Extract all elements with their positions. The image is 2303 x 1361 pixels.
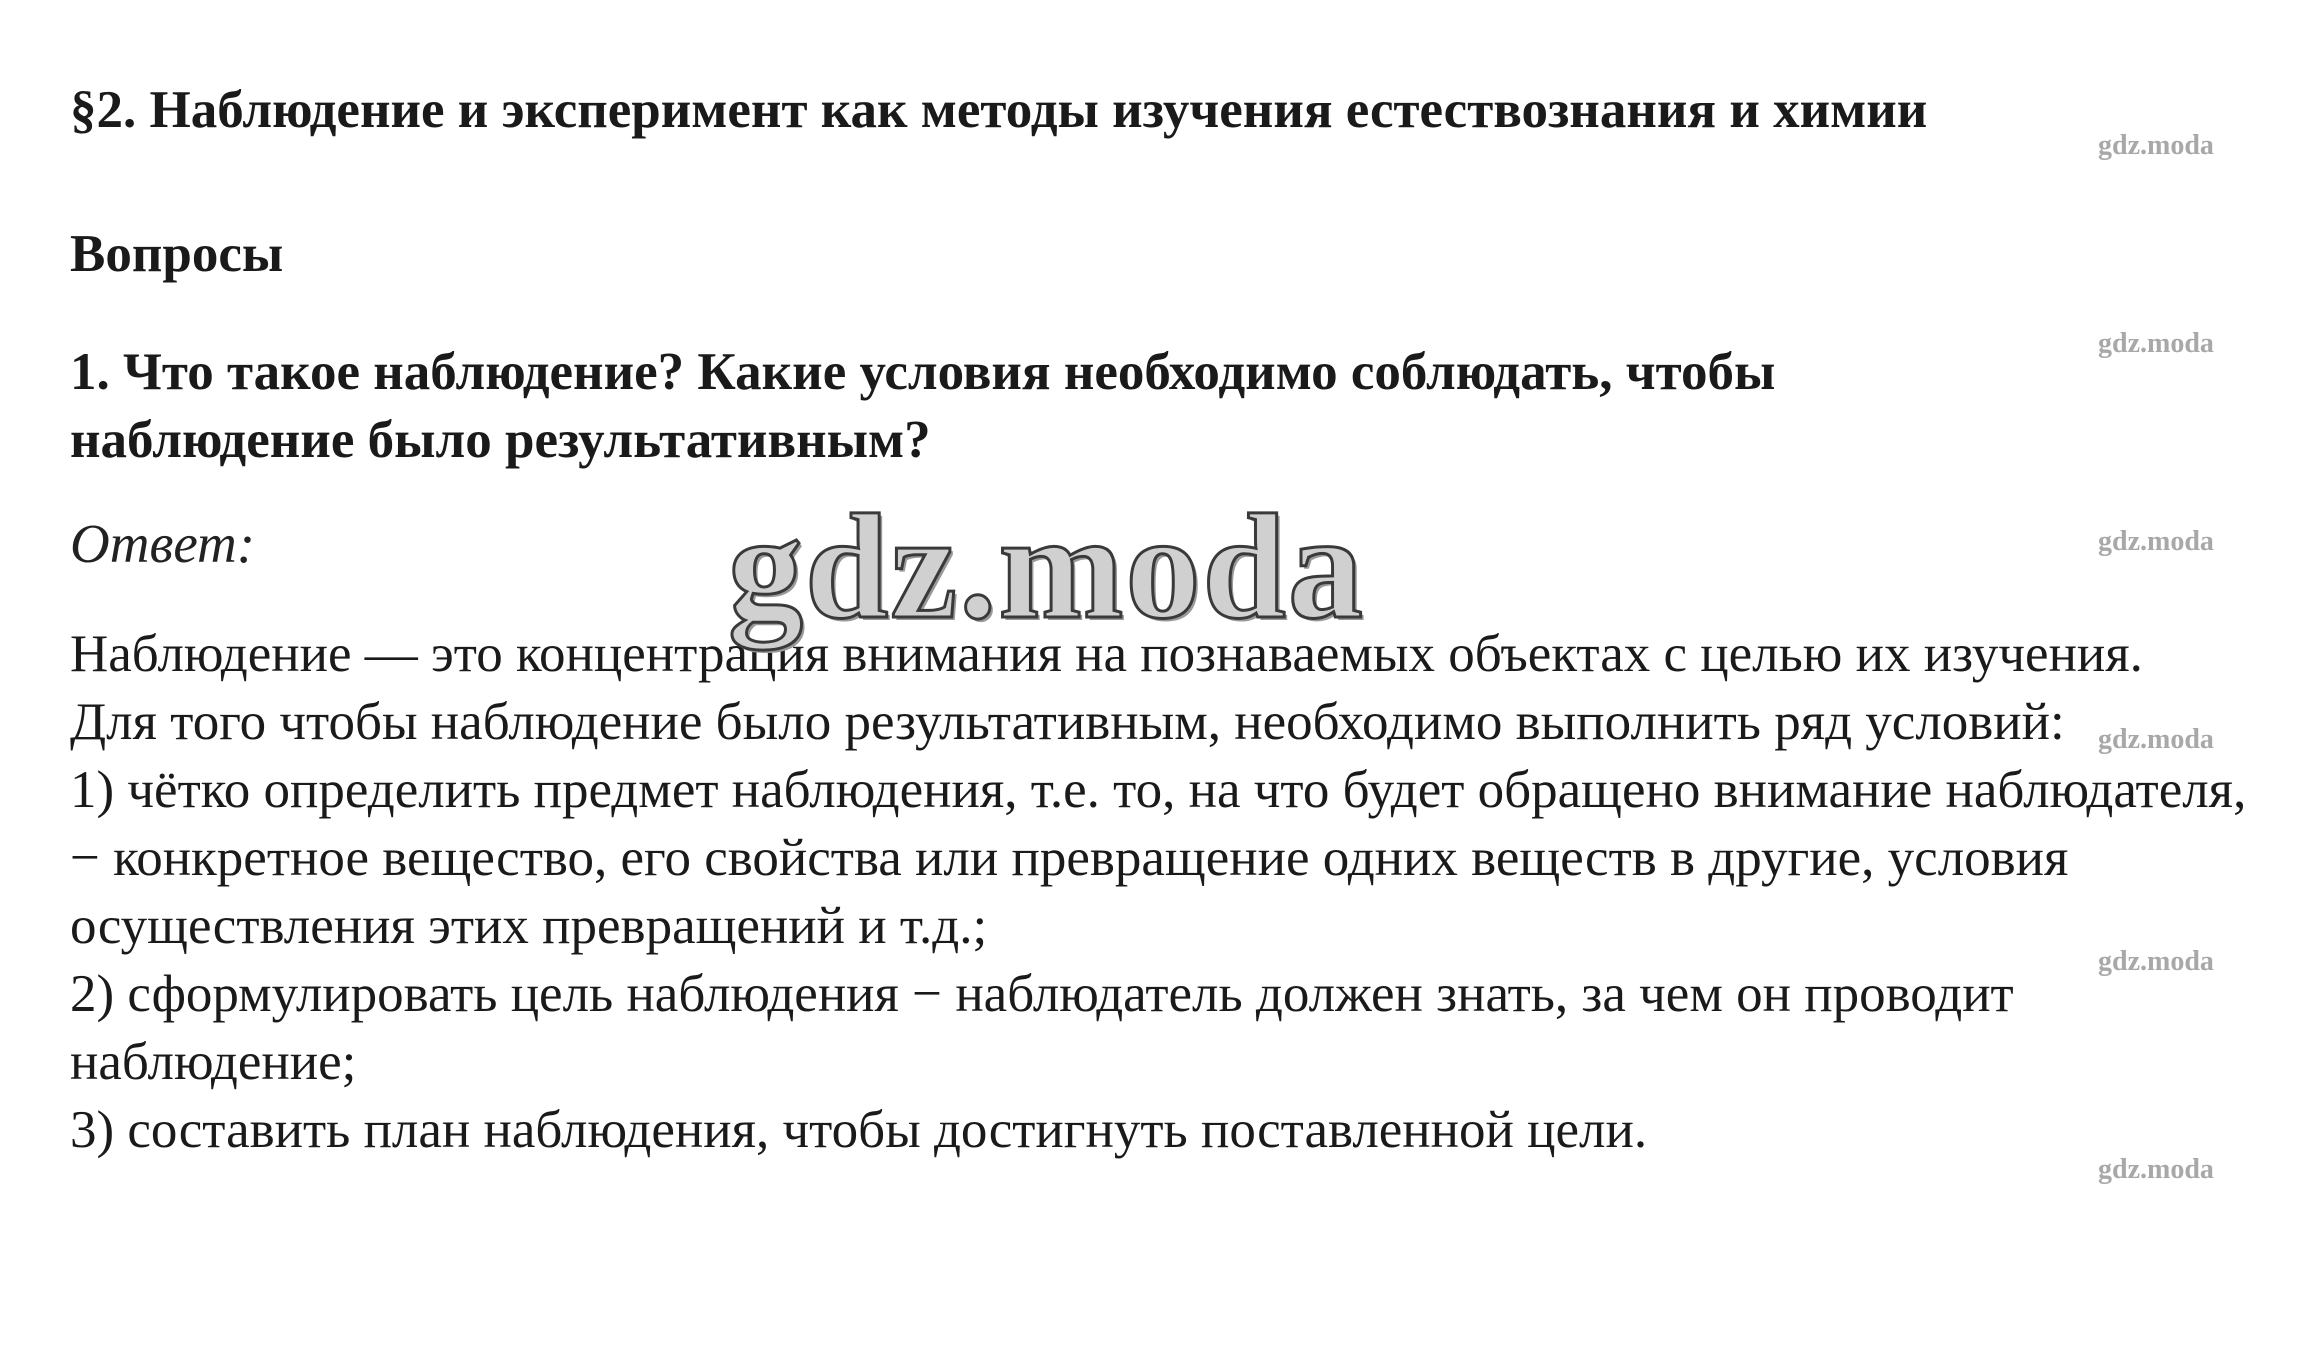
questions-heading: Вопросы — [70, 225, 284, 283]
watermark-small: gdz.moda — [2098, 328, 2214, 359]
answer-label: Ответ: — [70, 513, 256, 574]
watermark-small: gdz.moda — [2098, 946, 2214, 977]
watermark-small: gdz.moda — [2098, 1154, 2214, 1185]
answer-paragraph: 2) сформулировать цель наблюдения − наблюдатель должен знать, за чем он проводит наблюдение; — [70, 965, 2014, 1091]
answer-paragraph: 1) чётко определить предмет наблюдения, т.е. то, на что будет обращено внимание наблюдателя, − конкретное вещество, его свойства или превращение одних веществ в другие, условия осуществления этих превращений и т.д.; — [70, 761, 2247, 955]
answer-paragraph: Наблюдение — это концентрация внимания на познаваемых объектах с целью их изучения. — [70, 625, 2143, 683]
answer-body — [70, 620, 2270, 1164]
watermark-large: gdz.moda — [728, 484, 1365, 650]
watermark-small: gdz.moda — [2098, 724, 2214, 755]
answer-paragraph: Для того чтобы наблюдение было результативным, необходимо выполнить ряд условий: — [70, 693, 2065, 751]
question-line-2: наблюдение было результативным? — [70, 411, 931, 469]
question-line-1: 1. Что такое наблюдение? Какие условия необходимо соблюдать, чтобы — [70, 343, 1776, 401]
watermark-small: gdz.moda — [2098, 526, 2214, 557]
answer-paragraph: 3) составить план наблюдения, чтобы достигнуть поставленной цели. — [70, 1101, 1648, 1159]
question-text — [70, 338, 2120, 474]
watermark-small: gdz.moda — [2098, 130, 2214, 161]
section-title: §2. Наблюдение и эксперимент как методы изучения естествознания и химии — [70, 81, 1928, 139]
